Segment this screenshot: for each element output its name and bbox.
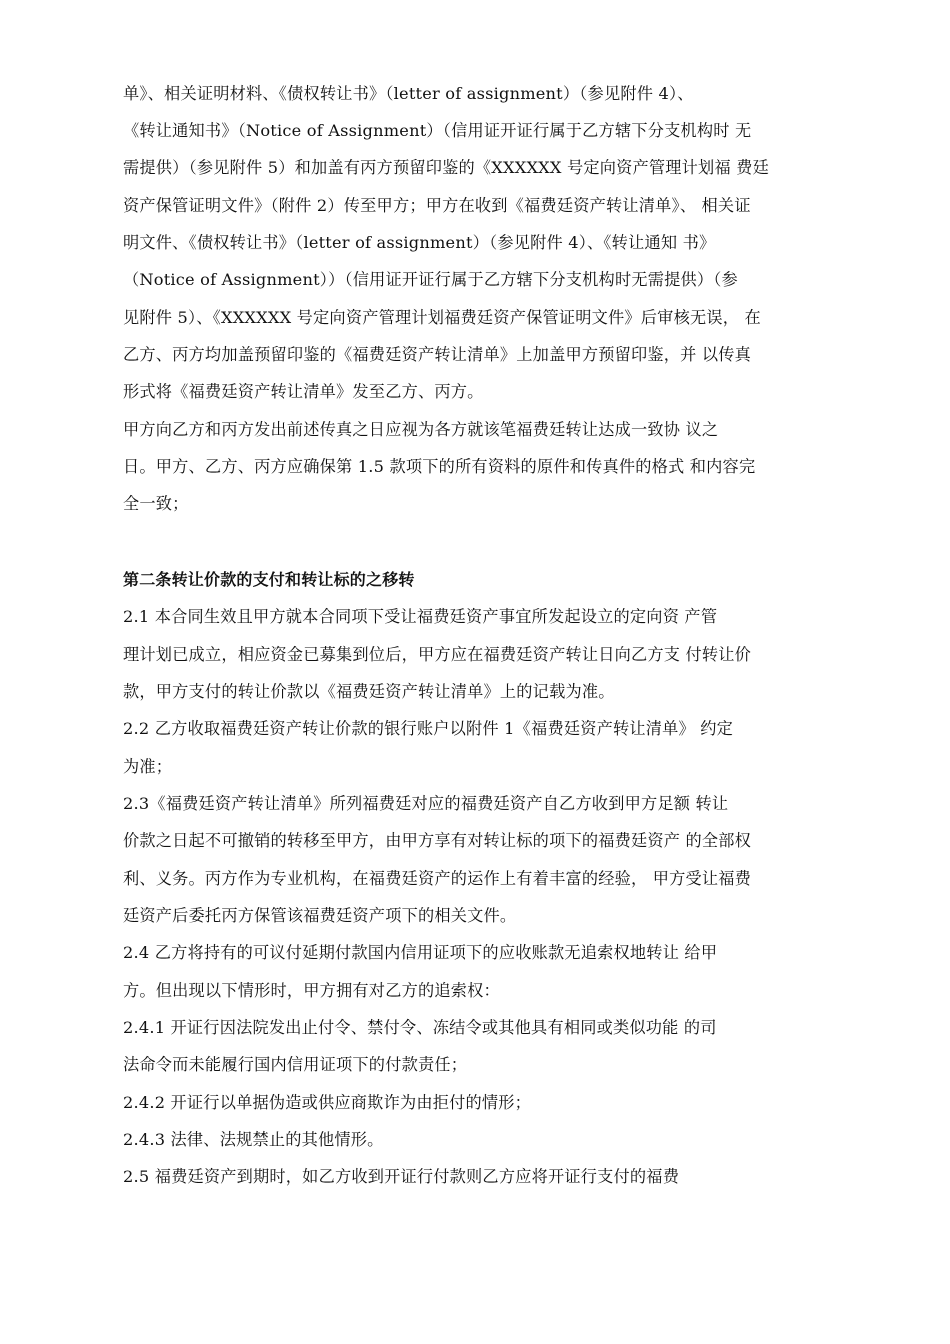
paragraph-1-line-9: 形式将《福费廷资产转让清单》发至乙方、丙方。 (123, 382, 484, 401)
clause-2-4-3: 2.4.3 法律、法规禁止的其他情形。 (123, 1130, 384, 1149)
clause-2-4-1-line-2: 法命令而未能履行国内信用证项下的付款责任； (123, 1055, 468, 1074)
paragraph-2-line-1: 甲方向乙方和丙方发出前述传真之日应视为各方就该笔福费廷转让达成一致协 议之 (123, 420, 719, 439)
clause-2-1-line-2: 理计划已成立，相应资金已募集到位后，甲方应在福费廷资产转让日向乙方支 付转让价 (123, 645, 752, 664)
paragraph-1-line-6: （Notice of Assignment））（信用证开证行属于乙方辖下分支机构时无需提供）（参 (123, 270, 738, 289)
paragraph-1-line-2: 《转让通知书》（Notice of Assignment）（信用证开证行属于乙方辖下分支机构时 无 (123, 121, 752, 140)
paragraph-1-line-3: 需提供）（参见附件 5）和加盖有丙方预留印鉴的《XXXXXX 号定向资产管理计划福 费廷 (123, 158, 769, 177)
clause-2-3-line-4: 廷资产后委托丙方保管该福费廷资产项下的相关文件。 (123, 906, 517, 925)
clause-2-4-line-1: 2.4 乙方将持有的可议付延期付款国内信用证项下的应收账款无追索权地转让 给甲 (123, 943, 718, 962)
clause-2-1-line-1: 2.1 本合同生效且甲方就本合同项下受让福费廷资产事宜所发起设立的定向资 产管 (123, 607, 718, 626)
paragraph-1-line-5: 明文件、《债权转让书》（letter of assignment）（参见附件 4）、《转让通知 书》 (123, 233, 716, 252)
paragraph-1-line-4: 资产保管证明文件》（附件 2）传至甲方；甲方在收到《福费廷资产转让清单》、 相关证 (123, 196, 751, 215)
clause-2-3-line-3: 利、义务。丙方作为专业机构，在福费廷资产的运作上有着丰富的经验， 甲方受让福费 (123, 869, 752, 888)
clause-2-4-line-2: 方。但出现以下情形时，甲方拥有对乙方的追索权： (123, 981, 500, 1000)
clause-2-4-2: 2.4.2 开证行以单据伪造或供应商欺诈为由拒付的情形； (123, 1093, 532, 1112)
paragraph-1-line-1: 单》、相关证明材料、《债权转让书》（letter of assignment）（参见附件 4）、 (123, 84, 694, 103)
clause-2-5: 2.5 福费廷资产到期时，如乙方收到开证行付款则乙方应将开证行支付的福费 (123, 1167, 680, 1186)
paragraph-1-line-7: 见附件 5）、《XXXXXX 号定向资产管理计划福费廷资产保管证明文件》后审核无误， 在 (123, 308, 761, 327)
clause-2-2-line-2: 为准； (123, 757, 173, 776)
clause-2-4-1-line-1: 2.4.1 开证行因法院发出止付令、禁付令、冻结令或其他具有相同或类似功能 的司 (123, 1018, 717, 1037)
clause-2-3-line-1: 2.3《福费廷资产转让清单》所列福费廷对应的福费廷资产自乙方收到甲方足额 转让 (123, 794, 729, 813)
paragraph-2-line-2: 日。甲方、乙方、丙方应确保第 1.5 款项下的所有资料的原件和传真件的格式 和内容完 (123, 457, 756, 476)
clause-2-2-line-1: 2.2 乙方收取福费廷资产转让价款的银行账户以附件 1《福费廷资产转让清单》 约定 (123, 719, 734, 738)
paragraph-1-line-8: 乙方、丙方均加盖预留印鉴的《福费廷资产转让清单》上加盖甲方预留印鉴，并 以传真 (123, 345, 752, 364)
section-heading: 第二条转让价款的支付和转让标的之移转 (123, 570, 415, 589)
paragraph-2-line-3: 全一致； (123, 494, 189, 513)
clause-2-1-line-3: 款，甲方支付的转让价款以《福费廷资产转让清单》上的记载为准。 (123, 682, 615, 701)
clause-2-3-line-2: 价款之日起不可撤销的转移至甲方，由甲方享有对转让标的项下的福费廷资产 的全部权 (123, 831, 752, 850)
